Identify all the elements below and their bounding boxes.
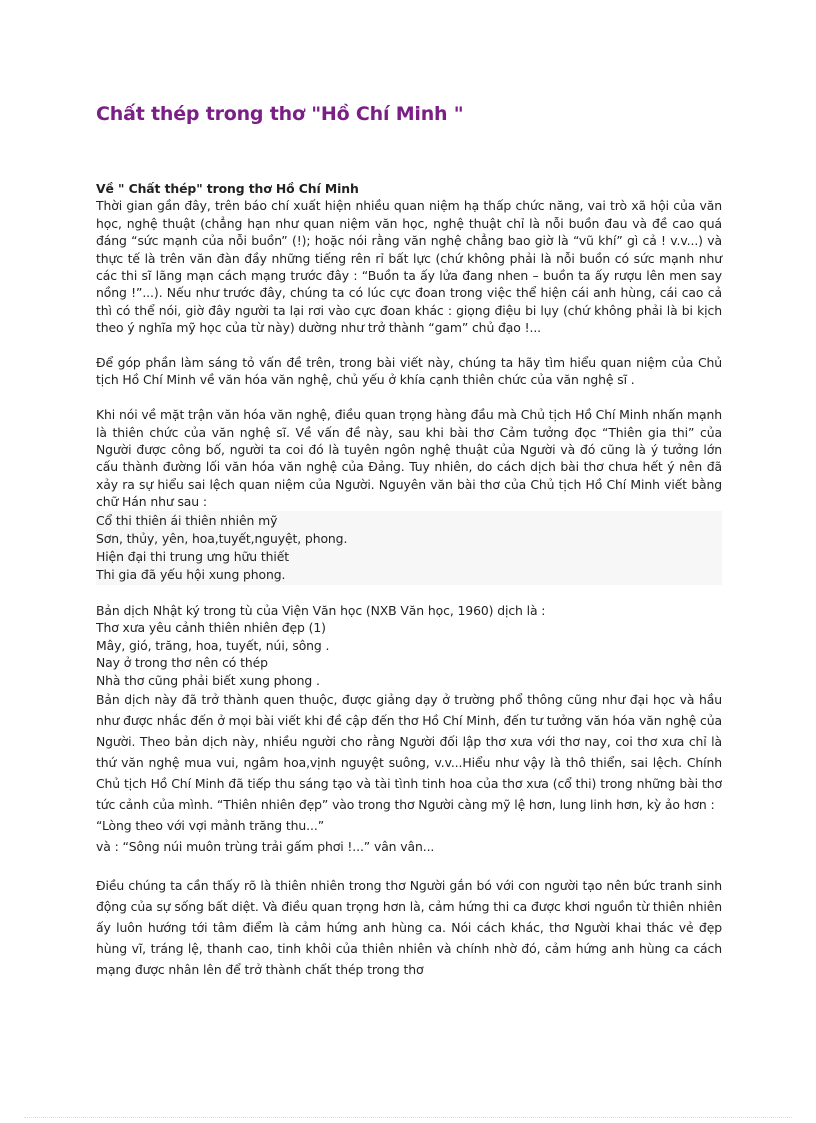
paragraph-2: Để góp phần làm sáng tỏ vấn đề trên, trong bài viết này, chúng ta hãy tìm hiểu quan niệm của Chủ tịch Hồ Chí Minh về văn hóa văn nghệ, chủ yếu ở khía cạnh thiên chức của văn nghệ sĩ . bbox=[96, 355, 722, 388]
translation-line: Mây, gió, trăng, hoa, tuyết, núi, sông . bbox=[96, 637, 330, 653]
section-heading: Về " Chất thép" trong thơ Hồ Chí Minh bbox=[96, 181, 359, 196]
translation-line: Nay ở trong thơ nên có thép bbox=[96, 655, 268, 671]
poem-line: Hiện đại thi trung ưng hữu thiết bbox=[96, 548, 290, 564]
spacer bbox=[96, 389, 722, 406]
poem-line: Thi gia đã yếu hội xung phong. bbox=[96, 566, 286, 582]
spacer bbox=[96, 857, 722, 874]
intro-paragraph: Thời gian gần đây, trên báo chí xuất hiện nhiều quan niệm hạ thấp chức năng, vai trò xã hội của văn học, nghệ thuật (chẳng hạn như quan niệm văn học, nghệ thuật chỉ là nỗi buồn đau và đề cao quá đáng “sức mạnh của nỗi buồn” (!); hoặc nói rằng văn nghệ chẳng bao giờ là “vũ khí” gì cả ! v.v...) và thực tế là trên văn đàn đầy những tiếng rên rỉ bất lực (chứ không phải là nỗi buồn có sức mạnh như các thi sĩ lãng mạn cách mạng trước đây : “Buồn ta ấy lửa đang nhen – buồn ta ấy rượu lên men say nồng !”...). Nếu như trước đây, chúng ta có lúc cực đoan trong việc thể hiện cái anh hùng, cái cao cả thì có thể nói, giờ đây người ta lại rơi vào cực đoan khác : giọng điệu bi lụy (chứ không phải là bi kịch theo ý nghĩa mỹ học của từ này) dường như trở thành “gam” chủ đạo !... bbox=[96, 198, 722, 336]
page-bottom-divider bbox=[24, 1117, 792, 1118]
spacer bbox=[96, 585, 722, 602]
quote-line: “Lòng theo với vợi mảnh trăng thu...” bbox=[96, 818, 325, 834]
translation-intro: Bản dịch Nhật ký trong tù của Viện Văn học (NXB Văn học, 1960) dịch là : bbox=[96, 603, 546, 619]
poem-line: Cổ thi thiên ái thiên nhiên mỹ bbox=[96, 512, 278, 528]
poem-line: Sơn, thủy, yên, hoa,tuyết,nguyệt, phong. bbox=[96, 530, 348, 546]
document-body bbox=[96, 180, 722, 980]
quote-line: và : “Sông núi muôn trùng trải gấm phơi !...” vân vân... bbox=[96, 839, 435, 855]
document-title: Chất thép trong thơ "Hồ Chí Minh " bbox=[96, 103, 464, 125]
paragraph-3: Khi nói về mặt trận văn hóa văn nghệ, điều quan trọng hàng đầu mà Chủ tịch Hồ Chí Minh nhấn mạnh là thiên chức của văn nghệ sĩ. Về vấn đề này, sau khi bài thơ Cảm tưởng đọc “Thiên gia thi” của Người được công bố, người ta coi đó là tuyên ngôn nghệ thuật của Người và đó cũng là ý tưởng lớn cấu thành đường lối văn hóa văn nghệ của Đảng. Tuy nhiên, do cách dịch bài thơ chưa hết ý nên đã xảy ra sự hiểu sai lệch quan niệm của Người. Nguyên văn bài thơ của Chủ tịch Hồ Chí Minh viết bằng chữ Hán như sau : bbox=[96, 407, 722, 510]
translation-line: Thơ xưa yêu cảnh thiên nhiên đẹp (1) bbox=[96, 620, 326, 636]
paragraph-5: Điều chúng ta cần thấy rõ là thiên nhiên trong thơ Người gắn bó với con người tạo nên bức tranh sinh động của sự sống bất diệt. Và điều quan trọng hơn là, cảm hứng thi ca được khơi nguồn từ thiên nhiên ấy luôn hướng tới tâm điểm là cảm hứng anh hùng ca. Nói cách khác, thơ Người khai thác vẻ đẹp hùng vĩ, tráng lệ, thanh cao, tinh khôi của thiên nhiên và chính nhờ đó, cảm hứng anh hùng ca cách mạng được nhân lên để trở thành chất thép trong thơ bbox=[96, 877, 722, 977]
original-poem bbox=[96, 511, 722, 585]
paragraph-4: Bản dịch này đã trở thành quen thuộc, được giảng dạy ở trường phổ thông cũng như đại học và hầu như được nhắc đến ở mọi bài viết khi đề cập đến thơ Hồ Chí Minh, đến tư tưởng văn hóa văn nghệ của Người. Theo bản dịch này, nhiều người cho rằng Người đối lập thơ xưa với thơ nay, coi thơ xưa chỉ là thứ văn nghệ mua vui, ngâm hoa,vịnh nguyệt suông, v.v...Hiểu như vậy là thô thiển, sai lệch. Chính Chủ tịch Hồ Chí Minh đã tiếp thu sáng tạo và tài tình tinh hoa của thơ xưa (cổ thi) trong những bài thơ tức cảnh của mình. “Thiên nhiên đẹp” vào trong thơ Người càng mỹ lệ hơn, lung linh hơn, kỳ ảo hơn : bbox=[96, 692, 722, 813]
translation-line: Nhà thơ cũng phải biết xung phong . bbox=[96, 672, 320, 688]
spacer bbox=[96, 337, 722, 354]
